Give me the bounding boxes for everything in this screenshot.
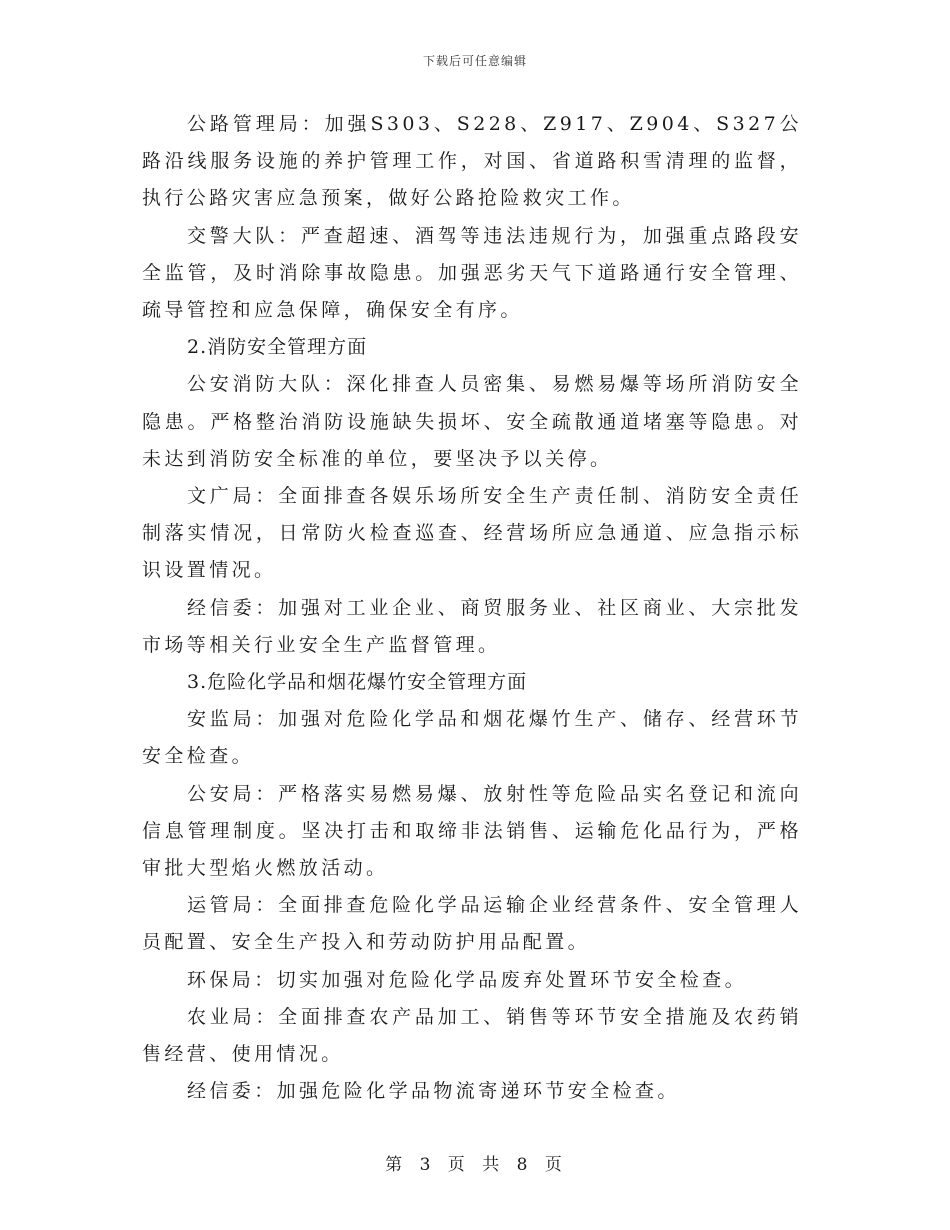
paragraph-safety-supervision: 安监局：加强对危险化学品和烟花爆竹生产、储存、经营环节安全检查。 (142, 708, 802, 768)
header-note: 下载后可任意编辑 (422, 54, 527, 68)
paragraph-environment-bureau: 环保局：切实加强对危险化学品废弃处置环节安全检查。 (187, 968, 748, 991)
paragraph-traffic-police: 交警大队：严查超速、酒驾等违法违规行为，加强重点路段安全监管，及时消除事故隐患。加强恶劣天气下道路通行安全管理、疏导管控和应急保障，确保安全有序。 (142, 224, 802, 322)
paragraph-culture-bureau: 文广局：全面排查各娱乐场所安全生产责任制、消防安全责任制落实情况，日常防火检查巡查、经营场所应急通道、应急指示标识设置情况。 (142, 485, 802, 582)
paragraph-economy-commission: 经信委：加强对工业企业、商贸服务业、社区商业、大宗批发市场等相关行业安全生产监督管理。 (142, 596, 802, 656)
paragraph-agriculture-bureau: 农业局：全面排查农产品加工、销售等环节安全措施及农药销售经营、使用情况。 (142, 1005, 802, 1066)
paragraph-public-security: 公安局：严格落实易燃易爆、放射性等危险品实名登记和流向信息管理制度。坚决打击和取缔非法销售、运输危化品行为，严格审批大型焰火燃放活动。 (142, 782, 802, 880)
paragraph-economy-commission-logistics: 经信委：加强危险化学品物流寄递环节安全检查。 (187, 1080, 680, 1103)
paragraph-fire-brigade: 公安消防大队：深化排查人员密集、易燃易爆等场所消防安全隐患。严格整治消防设施缺失损坏、安全疏散通道堵塞等隐患。对未达到消防安全标准的单位，要坚决予以关停。 (142, 373, 802, 470)
section-heading-fire-safety: 2.消防安全管理方面 (187, 336, 368, 359)
section-heading-hazardous-chemicals: 3.危险化学品和烟花爆竹安全管理方面 (187, 671, 528, 694)
document-body (142, 106, 802, 1110)
paragraph-transport-bureau: 运管局：全面排查危险化学品运输企业经营条件、安全管理人员配置、安全生产投入和劳动防护用品配置。 (142, 894, 802, 954)
page-number: 第 3 页 共 8 页 (385, 1155, 565, 1175)
paragraph-highway-bureau: 公路管理局：加强S303、S228、Z917、Z904、S327公路沿线服务设施的养护管理工作，对国、省道路积雪清理的监督，执行公路灾害应急预案，做好公路抢险救灾工作。 (142, 113, 802, 210)
